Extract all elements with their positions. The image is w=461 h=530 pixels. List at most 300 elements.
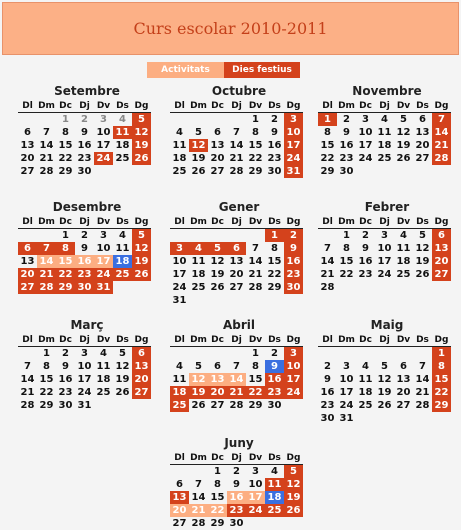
day-cell: 28 <box>320 282 335 293</box>
day-cell: 12 <box>132 126 151 139</box>
week-row <box>18 165 151 178</box>
week-row <box>18 347 151 361</box>
week-row <box>318 165 451 178</box>
day-cell: 22 <box>246 386 265 399</box>
empty-cell <box>337 347 356 361</box>
day-cell: 27 <box>210 166 225 177</box>
day-cell: 19 <box>132 255 151 268</box>
empty-cell <box>413 347 432 361</box>
week-row <box>170 242 303 255</box>
day-cell: 23 <box>58 387 73 398</box>
day-cell: 28 <box>248 282 263 293</box>
day-cell: 15 <box>320 140 335 151</box>
day-cell: 1 <box>62 114 69 125</box>
month-desembre <box>18 200 156 294</box>
week-row <box>18 113 151 127</box>
day-cell: 14 <box>191 492 206 503</box>
day-cell: 14 <box>37 255 56 268</box>
empty-cell <box>208 347 227 361</box>
weekday-label: Dm <box>190 453 207 463</box>
day-cell: 23 <box>358 269 373 280</box>
day-cell: 30 <box>267 166 282 177</box>
month-name: Octubre <box>211 84 267 98</box>
day-cell: 6 <box>132 347 151 361</box>
day-cell: 10 <box>96 127 111 138</box>
month-abril <box>170 318 308 412</box>
day-cell: 18 <box>377 140 392 151</box>
month-grid <box>170 334 303 412</box>
day-cell: 24 <box>246 504 265 517</box>
day-cell: 3 <box>284 347 303 361</box>
weekday-label: Dl <box>18 334 37 347</box>
day-cell: 21 <box>320 269 335 280</box>
page-title: Curs escolar 2010-2011 <box>133 19 328 38</box>
empty-cell <box>318 229 337 243</box>
day-cell: 5 <box>132 229 151 243</box>
week-row <box>170 165 303 178</box>
day-cell: 19 <box>115 374 130 385</box>
month-juny <box>170 436 308 530</box>
day-cell: 7 <box>324 243 331 254</box>
day-cell: 1 <box>252 114 259 125</box>
month-novembre <box>318 84 456 178</box>
day-cell: 25 <box>358 400 373 411</box>
day-cell: 7 <box>233 127 240 138</box>
day-cell: 25 <box>96 387 111 398</box>
week-row <box>18 268 151 281</box>
weekday-label: Dm <box>190 101 207 111</box>
day-cell: 13 <box>210 140 225 151</box>
day-cell: 12 <box>377 374 392 385</box>
week-row <box>170 113 303 127</box>
day-cell: 24 <box>284 152 303 165</box>
month-name: Març <box>70 318 104 332</box>
day-cell: 7 <box>252 243 259 254</box>
day-cell: 4 <box>362 361 369 372</box>
day-cell: 19 <box>415 256 430 267</box>
weekday-label: Dj <box>75 334 94 347</box>
day-cell: 2 <box>271 348 278 359</box>
day-cell: 10 <box>284 360 303 373</box>
day-cell: 11 <box>115 243 130 254</box>
day-cell: 20 <box>415 140 430 151</box>
weekday-label: Dv <box>246 334 265 347</box>
title-banner <box>2 2 459 55</box>
week-row <box>170 386 303 399</box>
day-cell: 18 <box>96 374 111 385</box>
day-cell: 21 <box>39 153 54 164</box>
day-cell: 23 <box>75 268 94 281</box>
day-cell: 3 <box>100 230 107 241</box>
day-cell: 11 <box>96 361 111 372</box>
weekday-label: Dl <box>318 334 337 347</box>
day-cell: 6 <box>18 242 37 255</box>
day-cell: 16 <box>358 256 373 267</box>
day-cell: 24 <box>172 282 187 293</box>
day-cell: 24 <box>77 387 92 398</box>
week-row <box>18 126 151 139</box>
weekday-label: Dg <box>132 100 151 113</box>
week-row <box>318 255 451 268</box>
day-cell: 9 <box>81 127 88 138</box>
day-cell: 30 <box>284 281 303 294</box>
month-name: Desembre <box>52 200 122 214</box>
day-cell: 8 <box>252 361 259 372</box>
weekday-label: Dl <box>18 100 37 113</box>
day-cell: 13 <box>229 256 244 267</box>
day-cell: 26 <box>377 400 392 411</box>
weekday-label: Dc <box>56 216 75 229</box>
weekday-label: Dl <box>170 334 189 347</box>
month-name: Gener <box>218 200 260 214</box>
day-cell: 21 <box>37 268 56 281</box>
week-row <box>170 360 303 373</box>
day-cell: 9 <box>362 243 369 254</box>
weekday-label: Dl <box>318 100 337 113</box>
day-cell: 18 <box>358 387 373 398</box>
day-cell: 30 <box>77 166 92 177</box>
day-cell: 28 <box>229 166 244 177</box>
legend-festius: Dies festius <box>224 62 300 78</box>
weekday-label: Dc <box>356 100 375 113</box>
empty-cell <box>208 229 227 243</box>
day-cell: 24 <box>94 268 113 281</box>
day-cell: 12 <box>210 256 225 267</box>
day-cell: 12 <box>189 373 208 386</box>
day-cell: 12 <box>415 243 430 254</box>
weekday-label: Ds <box>413 334 432 347</box>
day-cell: 18 <box>265 491 284 504</box>
day-cell: 30 <box>58 400 73 411</box>
weekday-label: Dv <box>246 100 265 113</box>
day-cell: 27 <box>415 153 430 164</box>
day-cell: 10 <box>377 243 392 254</box>
empty-cell <box>394 347 413 361</box>
month-setembre <box>18 84 156 178</box>
day-cell: 26 <box>396 153 411 164</box>
weekday-label: Dj <box>75 216 94 229</box>
day-cell: 4 <box>189 242 208 255</box>
day-cell: 16 <box>320 387 335 398</box>
day-cell: 8 <box>214 479 221 490</box>
day-cell: 20 <box>20 153 35 164</box>
day-cell: 27 <box>210 400 225 411</box>
day-cell: 15 <box>432 373 451 386</box>
weekday-header <box>18 216 151 229</box>
day-cell: 16 <box>267 140 282 151</box>
day-cell: 23 <box>267 153 282 164</box>
weekday-header <box>318 334 451 347</box>
week-row <box>18 255 151 268</box>
day-cell: 9 <box>62 361 69 372</box>
day-cell: 30 <box>320 413 335 424</box>
week-row <box>170 517 303 530</box>
day-cell: 22 <box>432 386 451 399</box>
day-cell: 8 <box>432 360 451 373</box>
day-cell: 20 <box>210 153 225 164</box>
day-cell: 29 <box>320 166 335 177</box>
day-cell: 8 <box>324 127 331 138</box>
day-cell: 29 <box>56 281 75 294</box>
week-row <box>318 139 451 152</box>
day-cell: 2 <box>271 114 278 125</box>
weekday-label: Ds <box>265 334 284 347</box>
day-cell: 28 <box>415 400 430 411</box>
day-cell: 6 <box>227 242 246 255</box>
weekday-label: Ds <box>413 216 432 229</box>
day-cell: 15 <box>210 492 225 503</box>
day-cell: 28 <box>20 400 35 411</box>
day-cell: 5 <box>132 113 151 127</box>
day-cell: 30 <box>229 518 244 529</box>
empty-cell <box>318 347 337 361</box>
empty-cell <box>18 347 37 361</box>
day-cell: 22 <box>208 504 227 517</box>
day-cell: 18 <box>172 153 187 164</box>
empty-cell <box>227 347 246 361</box>
weekday-label: Dm <box>38 217 55 227</box>
week-row <box>318 347 451 361</box>
day-cell: 12 <box>115 361 130 372</box>
day-cell: 21 <box>415 387 430 398</box>
weekday-label: Dv <box>94 100 113 113</box>
empty-cell <box>37 229 56 243</box>
day-cell: 15 <box>339 256 354 267</box>
day-cell: 20 <box>432 255 451 268</box>
day-cell: 10 <box>77 361 92 372</box>
month-maig <box>318 318 456 425</box>
week-row <box>18 229 151 243</box>
weekday-label: Dl <box>318 216 337 229</box>
week-row <box>170 347 303 361</box>
day-cell: 13 <box>415 127 430 138</box>
week-row <box>170 478 303 491</box>
day-cell: 31 <box>94 281 113 294</box>
day-cell: 21 <box>189 504 208 517</box>
day-cell: 15 <box>56 255 75 268</box>
day-cell: 6 <box>214 361 221 372</box>
day-cell: 16 <box>58 374 73 385</box>
week-row <box>318 373 451 386</box>
day-cell: 18 <box>170 386 189 399</box>
empty-cell <box>375 347 394 361</box>
empty-cell <box>170 465 189 479</box>
day-cell: 2 <box>324 361 331 372</box>
day-cell: 3 <box>170 242 189 255</box>
day-cell: 7 <box>24 361 31 372</box>
day-cell: 26 <box>415 269 430 280</box>
weekday-header <box>170 100 303 113</box>
day-cell: 10 <box>339 374 354 385</box>
day-cell: 25 <box>191 282 206 293</box>
day-cell: 21 <box>432 139 451 152</box>
day-cell: 13 <box>396 374 411 385</box>
day-cell: 5 <box>119 348 126 359</box>
day-cell: 15 <box>248 374 263 385</box>
month-grid <box>318 334 451 425</box>
weekday-label: Dg <box>432 334 451 347</box>
weekday-header <box>170 452 303 465</box>
weekday-label: Dm <box>338 217 355 227</box>
weekday-label: Ds <box>265 216 284 229</box>
legend <box>147 62 300 78</box>
day-cell: 3 <box>100 114 107 125</box>
week-row <box>170 152 303 165</box>
week-row <box>18 281 151 294</box>
week-row <box>18 373 151 386</box>
day-cell: 13 <box>132 360 151 373</box>
day-cell: 28 <box>191 518 206 529</box>
day-cell: 19 <box>191 153 206 164</box>
day-cell: 25 <box>265 504 284 517</box>
week-row <box>170 504 303 517</box>
month-grid <box>318 100 451 178</box>
day-cell: 17 <box>172 269 187 280</box>
day-cell: 23 <box>227 504 246 517</box>
empty-cell <box>170 347 189 361</box>
day-cell: 20 <box>170 504 189 517</box>
day-cell: 22 <box>56 268 75 281</box>
day-cell: 20 <box>18 268 37 281</box>
month-febrer <box>318 200 456 294</box>
day-cell: 27 <box>18 281 37 294</box>
day-cell: 24 <box>358 153 373 164</box>
empty-cell <box>18 229 37 243</box>
day-cell: 20 <box>229 269 244 280</box>
weekday-label: Ds <box>265 100 284 113</box>
day-cell: 9 <box>284 242 303 255</box>
day-cell: 3 <box>343 361 350 372</box>
month-grid <box>318 216 451 294</box>
day-cell: 25 <box>396 269 411 280</box>
day-cell: 13 <box>432 242 451 255</box>
day-cell: 26 <box>132 152 151 165</box>
day-cell: 22 <box>58 153 73 164</box>
day-cell: 9 <box>324 374 331 385</box>
day-cell: 1 <box>62 230 69 241</box>
day-cell: 4 <box>271 466 278 477</box>
day-cell: 5 <box>195 361 202 372</box>
day-cell: 23 <box>77 153 92 164</box>
day-cell: 17 <box>96 140 111 151</box>
week-row <box>170 399 303 412</box>
weekday-label: Ds <box>113 100 132 113</box>
week-row <box>318 113 451 127</box>
day-cell: 17 <box>284 373 303 386</box>
day-cell: 5 <box>419 230 426 241</box>
day-cell: 23 <box>339 153 354 164</box>
week-row <box>170 139 303 152</box>
weekday-label: Dc <box>208 216 227 229</box>
week-row <box>170 373 303 386</box>
day-cell: 18 <box>396 256 411 267</box>
day-cell: 12 <box>284 478 303 491</box>
month-gener <box>170 200 308 307</box>
day-cell: 19 <box>210 269 225 280</box>
day-cell: 27 <box>229 282 244 293</box>
day-cell: 11 <box>265 478 284 491</box>
day-cell: 9 <box>233 479 240 490</box>
day-cell: 19 <box>189 386 208 399</box>
weekday-label: Ds <box>113 216 132 229</box>
day-cell: 28 <box>432 152 451 165</box>
weekday-header <box>170 334 303 347</box>
empty-cell <box>170 113 189 127</box>
day-cell: 28 <box>37 281 56 294</box>
day-cell: 27 <box>432 268 451 281</box>
day-cell: 2 <box>362 230 369 241</box>
day-cell: 15 <box>248 140 263 151</box>
weekday-label: Dv <box>94 334 113 347</box>
day-cell: 7 <box>432 113 451 127</box>
weekday-label: Dm <box>38 335 55 345</box>
day-cell: 2 <box>81 230 88 241</box>
week-row <box>318 386 451 399</box>
day-cell: 17 <box>377 256 392 267</box>
weekday-label: Dj <box>375 100 394 113</box>
day-cell: 18 <box>115 140 130 151</box>
empty-cell <box>227 113 246 127</box>
weekday-label: Dj <box>227 216 246 229</box>
day-cell: 4 <box>100 348 107 359</box>
week-row <box>18 242 151 255</box>
month-name: Maig <box>370 318 404 332</box>
day-cell: 27 <box>20 166 35 177</box>
day-cell: 2 <box>62 348 69 359</box>
day-cell: 7 <box>37 242 56 255</box>
day-cell: 6 <box>176 479 183 490</box>
day-cell: 15 <box>58 140 73 151</box>
day-cell: 25 <box>377 153 392 164</box>
day-cell: 26 <box>115 387 130 398</box>
day-cell: 24 <box>377 269 392 280</box>
weekday-label: Dj <box>227 334 246 347</box>
day-cell: 26 <box>132 268 151 281</box>
day-cell: 21 <box>20 387 35 398</box>
day-cell: 7 <box>195 479 202 490</box>
day-cell: 16 <box>77 140 92 151</box>
day-cell: 8 <box>56 242 75 255</box>
weekday-label: Dl <box>18 216 37 229</box>
day-cell: 24 <box>284 386 303 399</box>
day-cell: 8 <box>252 127 259 138</box>
day-cell: 5 <box>208 242 227 255</box>
day-cell: 22 <box>39 387 54 398</box>
day-cell: 4 <box>176 127 183 138</box>
week-row <box>18 386 151 399</box>
day-cell: 7 <box>43 127 50 138</box>
day-cell: 21 <box>227 386 246 399</box>
day-cell: 28 <box>39 166 54 177</box>
empty-cell <box>189 465 208 479</box>
day-cell: 16 <box>339 140 354 151</box>
day-cell: 29 <box>432 399 451 412</box>
day-cell: 5 <box>400 114 407 125</box>
day-cell: 14 <box>320 256 335 267</box>
day-cell: 29 <box>248 400 263 411</box>
day-cell: 27 <box>396 400 411 411</box>
day-cell: 13 <box>170 491 189 504</box>
weekday-label: Dc <box>356 216 375 229</box>
day-cell: 1 <box>265 229 284 243</box>
day-cell: 27 <box>132 386 151 399</box>
day-cell: 10 <box>358 127 373 138</box>
day-cell: 1 <box>318 113 337 127</box>
day-cell: 10 <box>96 243 111 254</box>
day-cell: 15 <box>267 256 282 267</box>
day-cell: 10 <box>248 479 263 490</box>
week-row <box>318 412 451 425</box>
